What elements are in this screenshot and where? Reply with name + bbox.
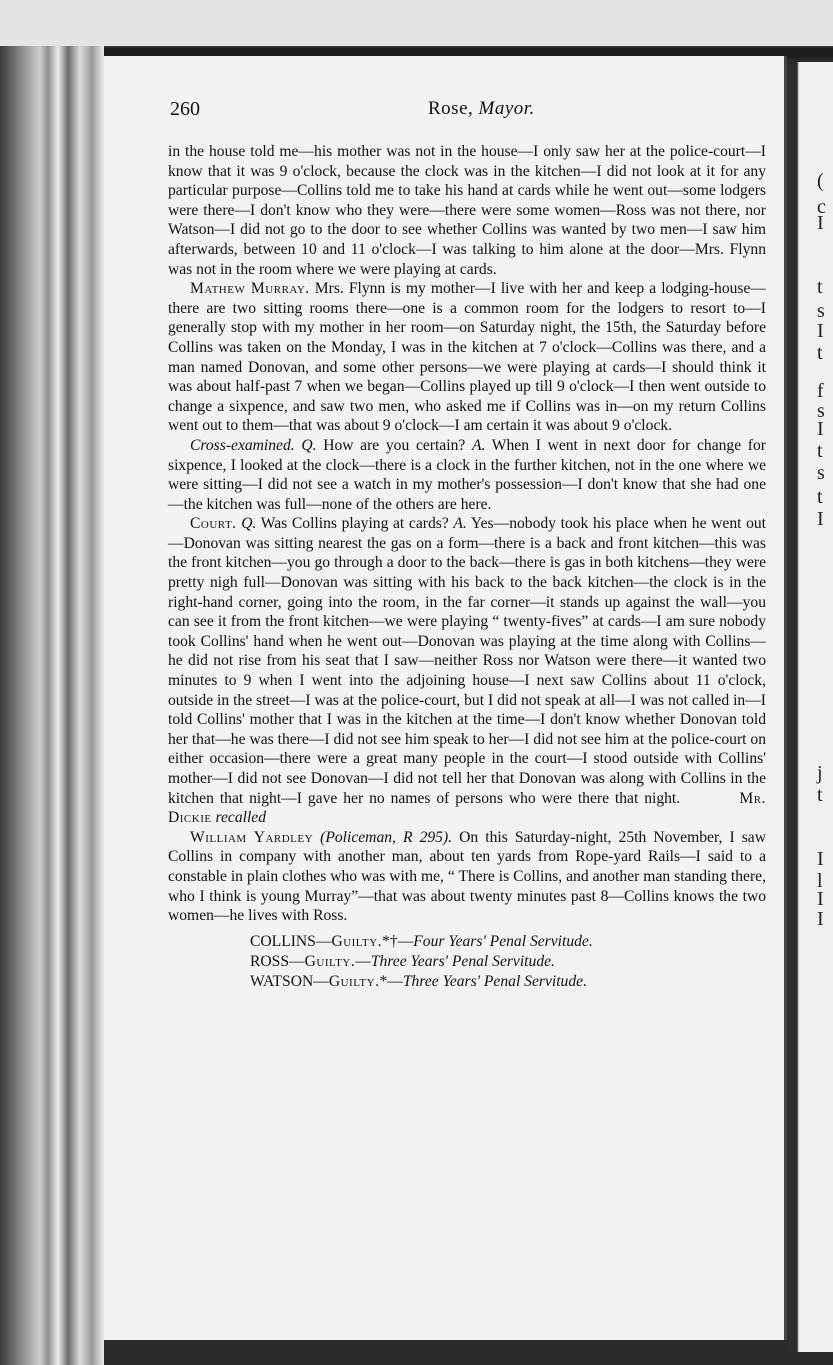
next-page-edge bbox=[787, 62, 833, 1352]
cross-examined-label: Cross-examined. bbox=[190, 436, 295, 454]
answer-marker: A. bbox=[453, 515, 467, 533]
question-marker: Q. bbox=[241, 515, 257, 533]
margin-glyph: s bbox=[817, 400, 825, 422]
recalled-label: recalled bbox=[215, 809, 267, 827]
verdict-line: ROSS—Guilty.—Three Years' Penal Servitude. bbox=[250, 952, 555, 970]
margin-glyph: t bbox=[817, 276, 823, 298]
verdict: Guilty. bbox=[331, 932, 383, 950]
running-title bbox=[428, 98, 535, 120]
defendant-name: ROSS bbox=[250, 952, 290, 970]
margin-glyph: s bbox=[817, 462, 825, 484]
margin-glyph: ( bbox=[817, 170, 824, 192]
answer-marker: A. bbox=[471, 436, 486, 454]
margin-glyph: I bbox=[817, 848, 824, 870]
court-label: Court. bbox=[190, 515, 237, 533]
margin-glyph: I bbox=[817, 888, 824, 910]
margin-glyph: t bbox=[817, 440, 823, 462]
margin-glyph: t bbox=[817, 342, 823, 364]
book-spine bbox=[0, 46, 104, 1365]
running-title-name: Rose, bbox=[428, 98, 474, 119]
speaker-role: (Policeman, R 295). bbox=[320, 828, 453, 846]
paragraph-1: in the house told me—his mother was not in the house—I only saw her at the police-court—I know that it was 9 o'clock, because the clock was in the kitchen—I did not look at it for any particular purpose—Collins told me to take his hand at cards while he went out—some lodgers were there—I don't know who they were—there were some women—Ross was not there, nor Watson—I did not go to the door to see whether Collins was wanted by two men—I saw him afterwards, between 10 and 11 o'clock—I was talking to him alone at the door—Mrs. Flynn was not in the room where we were playing at cards. bbox=[168, 143, 766, 278]
defendant-name: WATSON bbox=[250, 972, 314, 990]
question-text: How are you certain? bbox=[323, 436, 466, 454]
verdict-mark: * bbox=[379, 972, 388, 990]
testimony-text: Mrs. Flynn is my mother—I live with her and keep a lodging-house—there are two sitting rooms there—one is a common room for the lodgers to resort to—I generally stop with my mother in her room—on Saturday night, the 15th, the Saturday before Collins was taken on the Monday, I was in the kitchen at 7 o'clock—Collins was there, and a man named Donovan, and some other persons—we were playing at cards—I should think it was about half-past 7 when we began—Collins played up till 9 o'clock—I then went outside to change a sixpence, and saw two men, who asked me if Collins was in—on my return Collins went out to them—that was about 9 o'clock—I am certain it was about 9 o'clock. bbox=[168, 280, 767, 435]
margin-glyph: I bbox=[817, 908, 824, 930]
answer-text: When I went in next door for change for sixpence, I looked at the clock—there is a clock in the further kitchen, not in the one where we were sitting—I did not see a watch in my mother's possession—I don't know that she had one—the kitchen was full—none of the others are here. bbox=[168, 436, 766, 513]
page-header bbox=[170, 98, 770, 128]
margin-glyph: c bbox=[817, 196, 826, 218]
verdict: Guilty. bbox=[328, 972, 380, 990]
margin-glyph: s bbox=[817, 300, 825, 322]
speaker-name: William Yardley bbox=[190, 828, 314, 846]
question-text: Was Collins playing at cards? bbox=[260, 515, 449, 533]
testimony-text: On this Saturday-night, 25th November, I saw Collins in company with another man, about ten yards from Rope-yard Rails—I said to a constable in plain clothes who was with me, “ There is Collins, and another man standing there, who I think is young Murray”—that was about twenty minutes past 8—Collins knows the two women—he lives with Ross. bbox=[168, 828, 766, 925]
margin-glyph: f bbox=[817, 380, 824, 402]
margin-glyph: j bbox=[817, 762, 823, 784]
sentence: Three Years' Penal Servitude. bbox=[370, 952, 555, 970]
paragraph-4 bbox=[168, 514, 766, 828]
body-text bbox=[168, 142, 766, 992]
margin-glyph: I bbox=[817, 418, 824, 440]
speaker-name: Mathew Murray. bbox=[190, 280, 310, 298]
defendant-name: COLLINS bbox=[250, 932, 316, 950]
verdicts bbox=[250, 932, 766, 992]
verdict-line: COLLINS—Guilty.*†—Four Years' Penal Servitude. bbox=[250, 932, 593, 950]
running-title-role: Mayor. bbox=[478, 98, 535, 119]
paragraph-3 bbox=[168, 436, 766, 514]
verdict-mark: *† bbox=[382, 932, 398, 950]
recalled-witness-name: Mr. Dickie bbox=[168, 789, 766, 827]
margin-glyph: I bbox=[817, 320, 824, 342]
question-marker: Q. bbox=[301, 436, 317, 454]
verdict: Guilty. bbox=[304, 952, 356, 970]
top-margin-strip bbox=[0, 0, 833, 46]
page-sheet bbox=[104, 56, 787, 1340]
answer-text: Yes—nobody took his place when he went out—Donovan was sitting nearest the gas on a form—there is a back and front kitchen—this was the front kitchen—you go through a door to the back—there is gas in both kitchens—they were pretty nigh full—Donovan was sitting with his back to the back kitchen—the clock is in the right-hand corner, going into the room, in the far corner—it stands up against the wall—you can see it from the front kitchen—we were playing “ twenty-fives” at cards—I am sure nobody took Collins' hand when he went out—Donovan was playing at the time along with Collins—he did not rise from his seat that I saw—neither Ross nor Watson were there—it wanted two minutes to 9 when I went into the adjoining house—I next saw Collins about 11 o'clock, outside in the street—I was at the police-court, but I did not speak at all—I was not called in—I told Collins' mother that I was in the kitchen at the time—I don't know whether Donovan told her that—he was there—I did not see him speak to her—I did not see him at the police-court on either occasion—there were a great many people in the court—I stood outside with Collins' mother—I did not see Donovan—I did not tell her that Donovan was along with Collins in the kitchen that night—I gave her no names of persons who were there that night. bbox=[168, 515, 767, 807]
sentence: Four Years' Penal Servitude. bbox=[413, 932, 593, 950]
verdict-line: WATSON—Guilty.*—Three Years' Penal Servitude. bbox=[250, 972, 587, 990]
margin-glyph: l bbox=[817, 870, 823, 892]
margin-glyph: t bbox=[817, 486, 823, 508]
paragraph-5 bbox=[168, 828, 766, 926]
margin-glyph: I bbox=[817, 212, 824, 234]
paragraph-2 bbox=[168, 279, 766, 436]
page-number: 260 bbox=[170, 98, 200, 120]
sentence: Three Years' Penal Servitude. bbox=[402, 972, 587, 990]
margin-glyph: t bbox=[817, 784, 823, 806]
margin-glyph: I bbox=[817, 508, 824, 530]
